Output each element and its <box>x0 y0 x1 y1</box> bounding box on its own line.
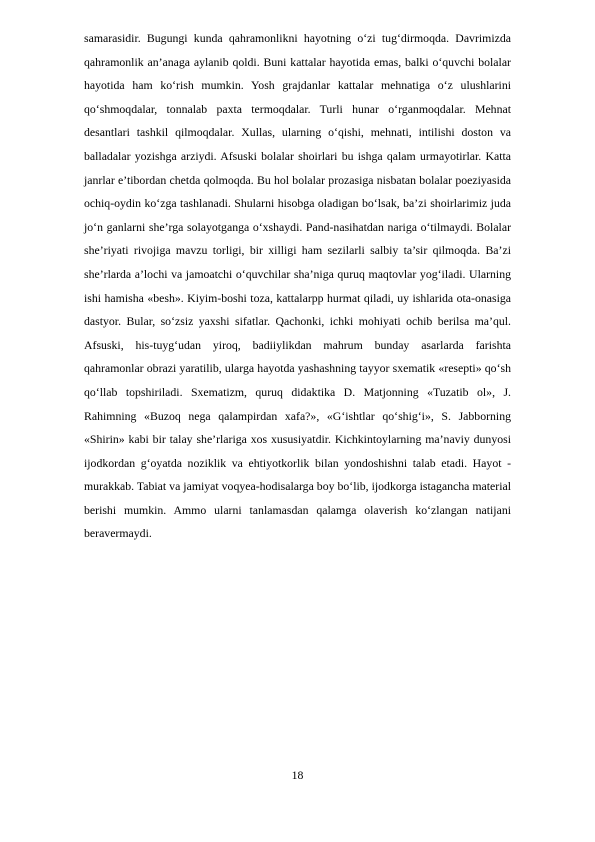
page-number: 18 <box>291 768 304 782</box>
body-paragraph: samarasidir. Bugungi kunda qahramonlikni hayotning o‘zi tug‘dirmoqda. Davrimizda qahramonlik an’anaga aylanib qoldi. Buni kattalar hayotida emas, balki o‘quvchi bolalar hayotida ham ko‘rish mumkin. Yosh grajdanlar kattalar mehnatiga o‘z ulushlarini qo‘shmoqdalar, tonnalab paxta termoqdalar. Turli hunar o‘rganmoqdalar. Mehnat desantlari tashkil qilmoqdalar. Xullas, ularning o‘qishi, mehnati, intilishi doston va balladalar yozishga arziydi. Afsuski bolalar shoirlari bu ishga qalam urmayotirlar. Katta janrlar e’tibordan chetda qolmoqda. Bu hol bolalar prozasiga nisbatan bolalar poeziyasida ochiq-oydin ko‘zga tashlanadi. Shularni hisobga oladigan bo‘lsak, ba’zi shoirlarimiz juda jo‘n ganlarni she’rga solayotganga o‘xshaydi. Pand-nasihatdan nariga o‘tilmaydi. Bolalar she’riyati rivojiga mavzu torligi, bir xilligi ham sezilarli salbiy ta’sir qilmoqda. Ba’zi she’rlarda a’lochi va jamoatchi o‘quvchilar sha’niga quruq maqtovlar yog‘iladi. Ularning ishi hamisha «besh». Kiyim-boshi toza, kattalarpp hurmat qiladi, uy ishlarida ota-onasiga dastyor. Bular, so‘zsiz yaxshi sifatlar. Qachonki, ichki mohiyati ochib berilsa ma’qul. Afsuski, his-tuyg‘udan yiroq, badiiylikdan mahrum bunday asarlarda farishta qahramonlar obrazi yaratilib, ularga hayotda yashashning tayyor sxematik «resepti» qo‘sh qo‘llab topshiriladi. Sxematizm, quruq didaktika D. Matjonning «Tuzatib ol», J. Rahimning «Buzoq nega qalampirdan xafa?», «G‘ishtlar qo‘shig‘i», S. Jabborning «Shirin» kabi bir talay she’rlariga xos xususiyatdir. Kichkintoylarning ma’naviy dunyosi ijodkordan g‘oyatda noziklik va ehtiyotkorlik bilan yondoshishni talab etadi. Hayot - murakkab. Tabiat va jamiyat voqyea-hodisalarga boy bo‘lib, ijodkorga istagancha material berishi mumkin. Ammo ularni tanlamasdan qalamga olaverish ko‘zlangan natijani beravermaydi. <box>84 31 511 541</box>
